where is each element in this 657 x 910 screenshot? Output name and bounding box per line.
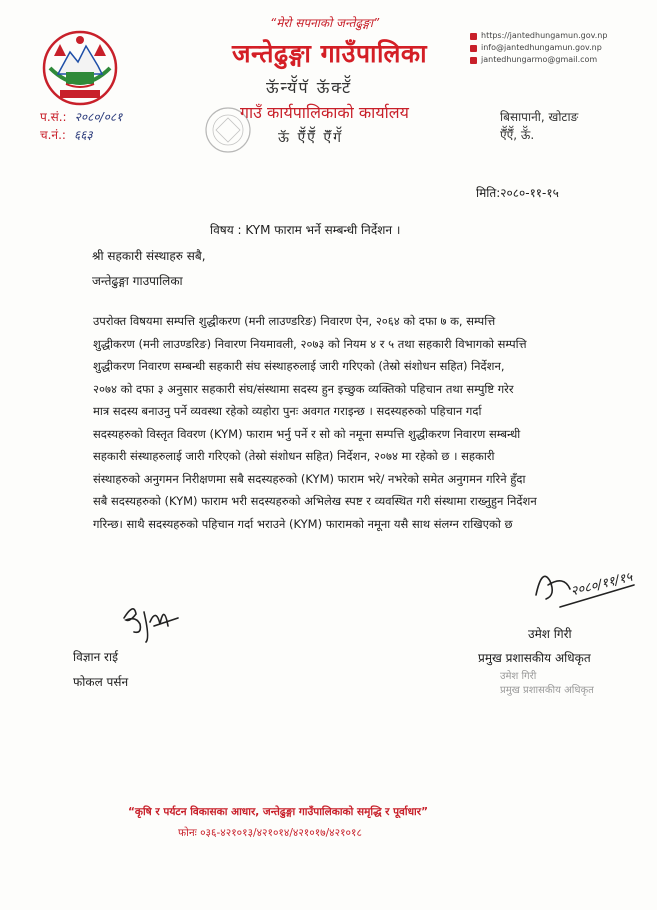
left-signature-icon [120, 598, 182, 644]
body-line: सदस्यहरुको विस्तृत विवरण (KYM) फाराम भर्नु पर्ने र सो को नमूना सम्पत्ति शुद्धीकरण निवारण सम्बन्धी [93, 426, 521, 441]
footer-slogan: “कृषि र पर्यटन विकासका आधार, जन्तेढुङ्गा गाउँपालिकाको समृद्धि र पूर्वाधार” [128, 806, 428, 818]
office-name: गाउँ कार्यपालिकाको कार्यालय [240, 103, 409, 122]
body-line: उपरोक्त विषयमा सम्पत्ति शुद्धीकरण (मनी लाउण्डरिङ) निवारण ऐन, २०६४ को दफा ७ क, सम्पत्ति [93, 314, 496, 328]
contact-block [470, 30, 607, 66]
letter-subject: विषय : KYM फाराम भर्ने सम्बन्धी निर्देशन । [210, 223, 401, 237]
right-signatory-name: उमेश गिरी [528, 627, 572, 641]
municipality-name: जन्तेढुङ्गा गाउँपालिका [232, 39, 428, 68]
body-line: सहकारी संस्थाहरुलाई जारी गरिएको (तेस्रो संशोधन सहित) निर्देशन, २०७४ मा रहेको छ । सहकारी [93, 449, 495, 463]
contact-gmail-row [470, 54, 607, 66]
nepal-emblem-icon [40, 28, 120, 110]
office-name-local-script: ऊॅ ऍॅॅऍॅॅ ऍॅगॅॅ [278, 130, 343, 146]
body-line: शुद्धीकरण निवारण सम्बन्धी सहकारी संघ संस्थाहरुलाई जारी गरिएको (तेस्रो संशोधन सहित) निर्देशन, [93, 359, 505, 373]
letter-date: मिति:२०८०-११-१५ [476, 186, 559, 200]
dispatch-label: च.नं.: [40, 128, 66, 142]
letter-recipient: श्री सहकारी संस्थाहरु सबै, [92, 249, 206, 263]
mail-icon [470, 45, 477, 52]
body-line: मात्र सदस्य बनाउनु पर्ने व्यवस्था रहेको व्यहोरा पुनः अवगत गराइन्छ । सदस्यहरुको पहिचान गर्दा [93, 404, 482, 418]
contact-email-official[interactable]: info@jantedhungamun.gov.np [481, 43, 602, 52]
body-line: २०७४ को दफा ३ अनुसार सहकारी संघ/संस्थामा सदस्य हुन इच्छुक व्यक्तिको पहिचान तथा सम्पुष्टि गरेर [93, 381, 514, 396]
address-line-2: ऍॅॅऍॅॅ, ऊॅॅ. [500, 128, 535, 142]
body-line: सबै सदस्यहरुको (KYM) फाराम भरी सदस्यहरुको अभिलेख स्पष्ट र व्यवस्थित गरी संस्थामा राख्नुहुन निर्देशन [93, 494, 537, 508]
globe-icon [470, 33, 477, 40]
dispatch-number-row [40, 126, 122, 144]
ref-value: २०८०/०८१ [74, 110, 123, 124]
right-signatory-role: प्रमुख प्रशासकीय अधिकृत [478, 651, 591, 665]
right-signature-date: २०८०/११/१५ [569, 569, 634, 600]
municipality-name-local-script: ऊॅन्यॅॅपॅ ऊॅक्टॅॅ [266, 78, 353, 97]
contact-website[interactable]: https://jantedhungamun.gov.np [481, 31, 608, 40]
footer-phone: फोनः ०३६-४२१०१३/४२१०१४/४२१०१७/४२१०१८ [178, 827, 362, 839]
office-address [500, 108, 578, 144]
contact-website-row [470, 30, 607, 42]
right-signature-icon [530, 555, 640, 615]
seal-name: उमेश गिरी [500, 671, 537, 682]
ref-label: प.सं.: [40, 110, 67, 124]
contact-email-row [470, 42, 607, 54]
body-line: संस्थाहरुको अनुगमन निरीक्षणमा सबै सदस्यहरुको (KYM) फाराम भरे/ नभरेको समेत अनुगमन गरिने हुँदा [93, 471, 526, 486]
body-line: गरिन्छ। साथै सदस्यहरुको पहिचान गर्दा भराउने (KYM) फारामको नमूना यसै साथ संलग्न राखिएको छ [93, 516, 513, 531]
header-motto: “मेरो सपनाको जन्तेढुङ्गा” [270, 16, 380, 30]
letter-recipient-location: जन्तेढुङ्गा गाउपालिका [92, 274, 183, 288]
contact-email-gmail[interactable]: jantedhungarmo@gmail.com [481, 55, 598, 64]
left-signatory-role: फोकल पर्सन [73, 675, 129, 689]
left-signatory-name: विज्ञान राई [73, 650, 118, 664]
seal-role: प्रमुख प्रशासकीय अधिकृत [500, 685, 594, 696]
letter-body [93, 310, 593, 535]
ref-number-row [40, 108, 122, 126]
dispatch-value: ६६३ [73, 128, 93, 142]
address-line-1: बिसापानी, खोटाङ [500, 110, 579, 124]
reference-block [40, 108, 122, 144]
body-line: शुद्धीकरण (मनी लाउण्डरिङ) निवारण नियमावली, २०७३ को नियम ४ र ५ तथा सहकारी विभागको सम्पत्ति [93, 336, 527, 351]
gmail-icon [470, 57, 477, 64]
official-seal [500, 670, 594, 698]
